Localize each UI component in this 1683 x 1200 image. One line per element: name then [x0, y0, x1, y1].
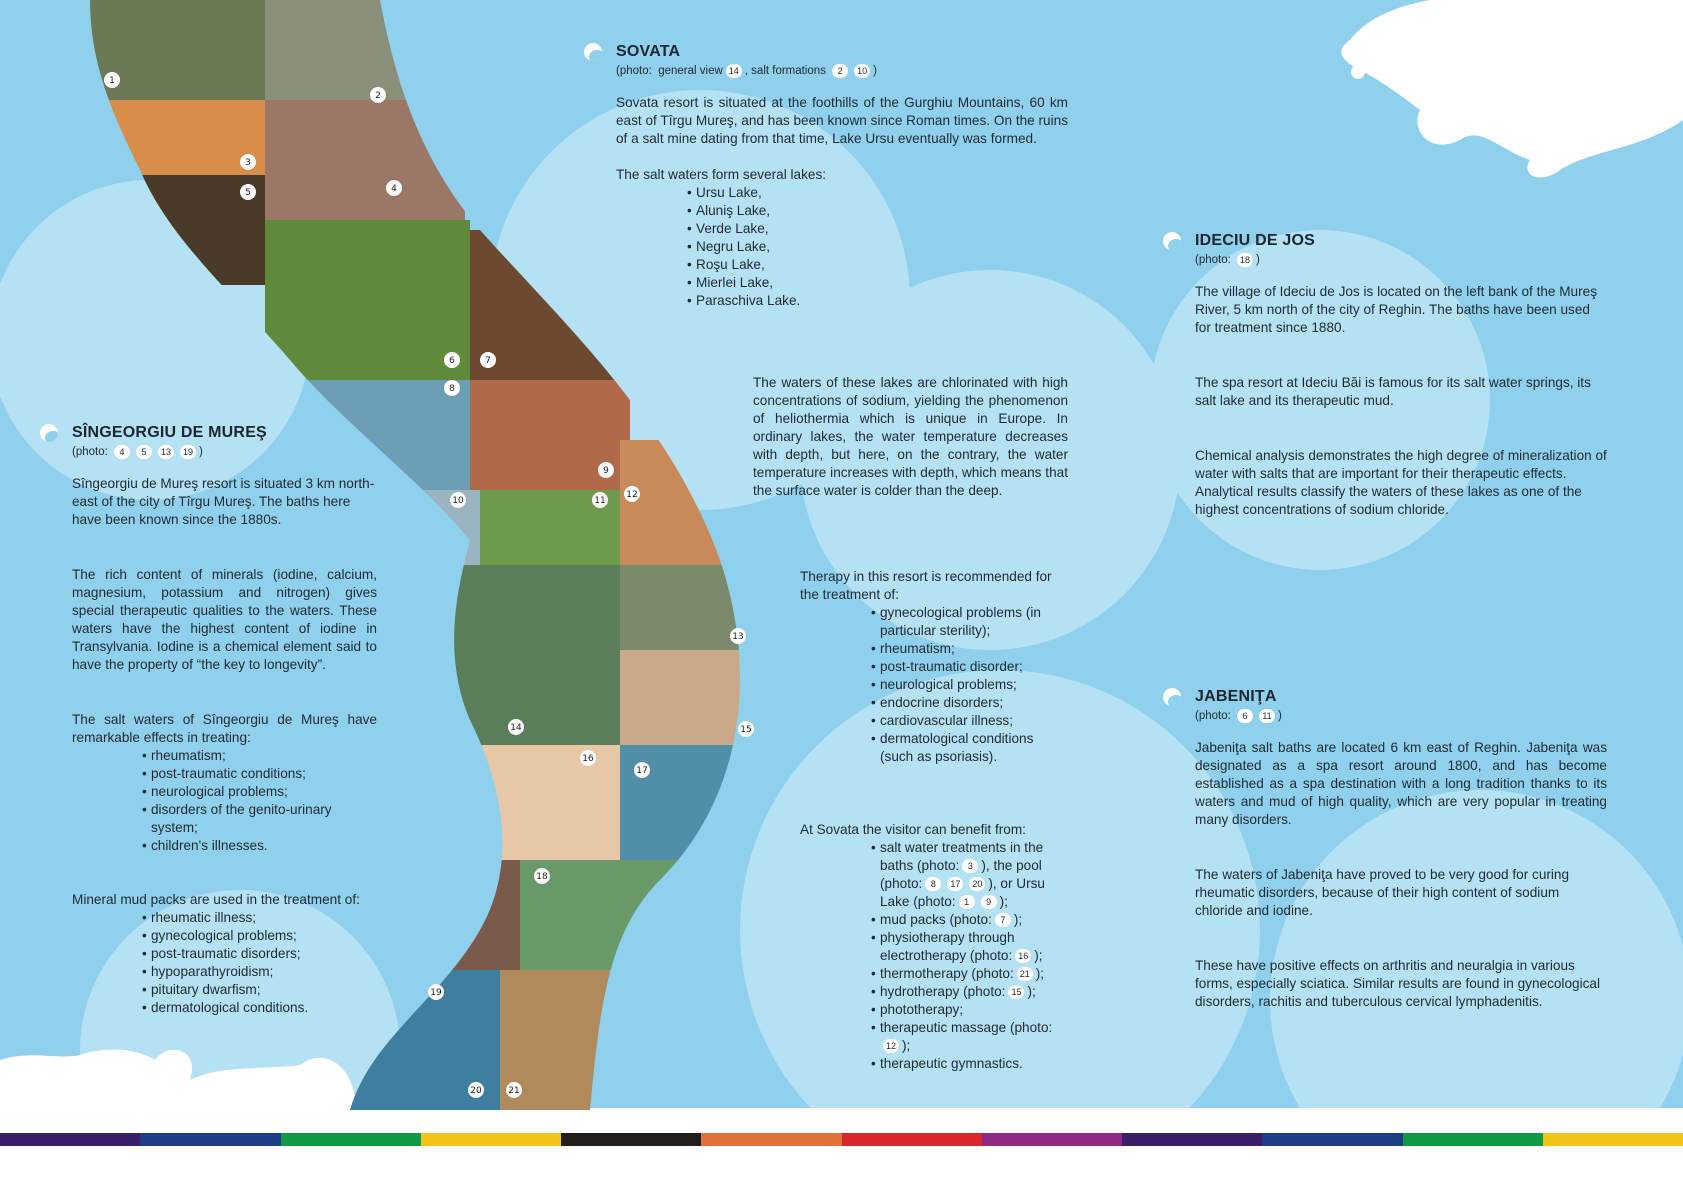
- stripe-segment-10: [1262, 1133, 1402, 1146]
- list-item: • dermatological conditions.: [142, 999, 377, 1017]
- svg-text:6: 6: [449, 356, 455, 366]
- list-item: • dermatological conditions (such as psoriasis).: [871, 730, 1061, 766]
- svg-text:18: 18: [536, 872, 548, 882]
- photo-tile-14: [440, 565, 620, 745]
- paragraph: The village of Ideciu de Jos is located on the left bank of the Mureş River, 5 km north of the city of Reghin. The baths have been used for treatment since 1880.: [1195, 284, 1598, 335]
- svg-text:12: 12: [626, 490, 638, 500]
- photo-reference: [72, 444, 377, 460]
- treatment-list: [142, 747, 367, 855]
- photo-tile-12: [620, 440, 750, 565]
- photo-number-13: [730, 628, 746, 644]
- benefit-text: physiotherapy through electrotherapy (photo:: [880, 930, 1015, 963]
- photo-ref-prefix: (photo:: [616, 65, 652, 77]
- paragraph: The salt waters of Sîngeorgiu de Mureş have remarkable effects in treating:: [72, 712, 377, 745]
- photo-badge: 18: [1237, 253, 1253, 267]
- stripe-segment-1: [0, 1133, 140, 1146]
- photo-tile-19a: [430, 860, 520, 970]
- photo-badge: 4: [114, 445, 130, 459]
- svg-text:10: 10: [452, 496, 464, 506]
- wave-bullet-icon: [584, 43, 602, 61]
- photo-badge: 1: [959, 895, 975, 909]
- photo-badge: 3: [962, 859, 978, 873]
- photo-reference: [1195, 252, 1607, 268]
- list-item: • rheumatism;: [871, 640, 1061, 658]
- photo-number-2: [370, 87, 386, 103]
- list-item: • neurological problems;: [142, 783, 367, 801]
- photo-number-15: [738, 721, 754, 737]
- photo-ref-prefix: (photo:: [1195, 254, 1231, 266]
- photo-number-5: [240, 184, 256, 200]
- list-item: • hypoparathyroidism;: [142, 963, 377, 981]
- list-item: • neurological problems;: [871, 676, 1061, 694]
- stripe-segment-7: [842, 1133, 982, 1146]
- photo-number-4: [386, 180, 402, 196]
- photo-badge: 20: [969, 877, 985, 891]
- paragraph: At Sovata the visitor can benefit from:: [800, 822, 1026, 837]
- photo-ref-suffix: ): [199, 446, 203, 458]
- benefits-list: [871, 839, 1061, 1073]
- list-item: [871, 911, 1061, 929]
- photo-tile-21: [500, 970, 700, 1110]
- paragraph: The salt waters form several lakes:: [616, 167, 827, 182]
- mud-list: [142, 909, 377, 1017]
- photo-ref-suffix: ): [1278, 710, 1282, 722]
- section-header: [616, 42, 1068, 79]
- photo-badge: 15: [1008, 985, 1024, 999]
- photo-ref-prefix: (photo:: [1195, 710, 1231, 722]
- paragraph: The spa resort at Ideciu Băi is famous for its salt water springs, its salt lake and its therapeutic mud.: [1195, 375, 1591, 408]
- photo-number-18: [534, 868, 550, 884]
- list-item: • post-traumatic disorders;: [142, 945, 377, 963]
- therapy-list: [871, 604, 1061, 766]
- photo-badge: 6: [1237, 709, 1253, 723]
- photo-tile-5: [80, 175, 265, 285]
- svg-text:3: 3: [245, 158, 251, 168]
- photo-tile-18: [520, 860, 720, 970]
- photo-number-19: [428, 984, 444, 1000]
- stripe-segment-2: [140, 1133, 280, 1146]
- section-title: SOVATA: [616, 43, 681, 60]
- photo-number-1: [104, 72, 120, 88]
- photo-tile-15: [620, 650, 750, 745]
- sovata-benefits: [800, 821, 1070, 1073]
- svg-text:7: 7: [485, 356, 491, 366]
- photo-number-10: [450, 492, 466, 508]
- svg-text:8: 8: [449, 384, 455, 394]
- photo-badge: 13: [158, 445, 174, 459]
- benefit-text: ), or Ursu Lake (photo:: [880, 876, 1045, 909]
- list-item: • gynecological problems (in particular sterility);: [871, 604, 1061, 640]
- list-item: • Negru Lake,: [687, 238, 1068, 256]
- list-item: • pituitary dwarfism;: [142, 981, 377, 999]
- photo-ref-suffix: ): [873, 65, 877, 77]
- svg-text:1: 1: [109, 76, 115, 86]
- photo-reference: [1195, 708, 1607, 724]
- photo-number-11: [592, 492, 608, 508]
- list-item: • Roşu Lake,: [687, 256, 1068, 274]
- photo-tile-4: [265, 100, 465, 220]
- list-item: • rheumatic illness;: [142, 909, 377, 927]
- list-item: [871, 983, 1061, 1001]
- wave-bullet-icon: [1163, 688, 1181, 706]
- svg-text:16: 16: [582, 754, 594, 764]
- photo-badge: 17: [947, 877, 963, 891]
- paragraph: Sîngeorgiu de Mureş resort is situated 3 km north-east of the city of Tîrgu Mureş. The baths here have been known since the 1880s.: [72, 476, 375, 527]
- photo-number-12: [624, 486, 640, 502]
- svg-text:19: 19: [430, 988, 442, 998]
- benefit-text: ), the pool (photo:: [880, 858, 1042, 891]
- photo-badge: 5: [136, 445, 152, 459]
- stripe-segment-11: [1403, 1133, 1543, 1146]
- paragraph: The waters of these lakes are chlorinated with high concentrations of sodium, yielding the phenomenon of heliothermia which is unique in Europe. In ordinary lakes, the water temperature decreases with depth, but here, on the contrary, the water temperature increases with depth, which means that the surface water is colder than the deep.: [753, 375, 1068, 498]
- list-item: • endocrine disorders;: [871, 694, 1061, 712]
- photo-badge: 8: [925, 877, 941, 891]
- svg-text:11: 11: [594, 496, 606, 506]
- svg-text:2: 2: [375, 91, 381, 101]
- list-item: • Verde Lake,: [687, 220, 1068, 238]
- list-item: • Paraschiva Lake.: [687, 292, 1068, 310]
- paragraph: These have positive effects on arthritis and neuralgia in various forms, especially sciatica. Similar results are found in gynecological disorders, rachitis and tuberculous cervical lymphadenitis.: [1195, 958, 1600, 1009]
- benefit-text: );: [1035, 966, 1045, 981]
- photo-badge: 7: [995, 913, 1011, 927]
- svg-text:13: 13: [732, 632, 744, 642]
- photo-badge: 10: [854, 64, 870, 78]
- section-singeorgiu: [72, 423, 377, 1017]
- photo-tile-2: [265, 0, 465, 100]
- photo-tile-3: [80, 100, 265, 175]
- photo-badge: 12: [883, 1039, 899, 1053]
- photo-number-21: [506, 1082, 522, 1098]
- section-title: SÎNGEORGIU DE MUREŞ: [72, 424, 267, 441]
- stripe-segment-8: [982, 1133, 1122, 1146]
- section-header: [1195, 231, 1607, 268]
- stripe-segment-5: [561, 1133, 701, 1146]
- paragraph: The waters of Jabeniţa have proved to be very good for curing rheumatic disorders, because of their high content of sodium chloride and iodine.: [1195, 867, 1570, 918]
- section-header: [72, 423, 377, 460]
- benefit-text: therapeutic massage (photo:: [880, 1020, 1053, 1035]
- benefit-text: );: [1027, 984, 1036, 999]
- list-item: • post-traumatic conditions;: [142, 765, 367, 783]
- list-item: • Aluniş Lake,: [687, 202, 1068, 220]
- photo-number-3: [240, 154, 256, 170]
- photo-number-9: [598, 462, 614, 478]
- benefit-text: hydrotherapy (photo:: [880, 984, 1006, 999]
- photo-tile-16: [460, 745, 620, 860]
- photo-badge: 14: [726, 64, 742, 78]
- section-jabenita: [1195, 687, 1607, 1011]
- list-item: • rheumatism;: [142, 747, 367, 765]
- benefit-text: salt water treatments in the baths (photo:: [880, 840, 1044, 873]
- stripe-segment-6: [701, 1133, 841, 1146]
- photo-badge: 9: [981, 895, 997, 909]
- list-item: • Mierlei Lake,: [687, 274, 1068, 292]
- paragraph: Jabeniţa salt baths are located 6 km east of Reghin. Jabeniţa was designated as a spa resort around 1800, and has become established as a spa destination with a long tradition thanks to its waters and mud of high quality, which are very popular in treating many disorders.: [1195, 740, 1607, 827]
- benefit-text: );: [1013, 912, 1023, 927]
- list-item: [871, 1019, 1061, 1055]
- list-item: [871, 839, 1061, 911]
- photo-number-16: [580, 750, 596, 766]
- benefit-text: );: [902, 1038, 911, 1053]
- stripe-segment-3: [281, 1133, 421, 1146]
- section-ideciu: [1195, 231, 1607, 519]
- photo-tile-6: [265, 220, 470, 380]
- stripe-segment-12: [1543, 1133, 1683, 1146]
- list-item: [871, 965, 1061, 983]
- list-item: • children's illnesses.: [142, 837, 367, 855]
- wave-bullet-icon: [1163, 232, 1181, 250]
- photo-ref-label: general view: [658, 65, 723, 77]
- section-title: IDECIU DE JOS: [1195, 232, 1315, 249]
- list-item: • Ursu Lake,: [687, 184, 1068, 202]
- section-sovata: [616, 42, 1068, 310]
- photo-number-20: [468, 1082, 484, 1098]
- list-item: • phototherapy;: [871, 1001, 1061, 1019]
- svg-text:17: 17: [636, 766, 648, 776]
- svg-text:20: 20: [470, 1086, 482, 1096]
- photo-reference: [616, 63, 1068, 79]
- list-item: • therapeutic gymnastics.: [871, 1055, 1061, 1073]
- photo-number-14: [508, 719, 524, 735]
- svg-text:4: 4: [391, 184, 397, 194]
- photo-badge: 21: [1017, 967, 1033, 981]
- color-stripe: [0, 1133, 1683, 1146]
- photo-ref-suffix: ): [1256, 254, 1260, 266]
- stripe-segment-4: [421, 1133, 561, 1146]
- section-header: [1195, 687, 1607, 724]
- photo-number-17: [634, 762, 650, 778]
- splash-top-right: [1341, 0, 1683, 177]
- section-title: JABENIŢA: [1195, 688, 1277, 705]
- list-item: [871, 929, 1061, 965]
- photo-ref-label: , salt formations: [744, 65, 826, 77]
- benefit-text: );: [999, 894, 1008, 909]
- sovata-heliothermia-paragraph: [753, 374, 1068, 500]
- svg-text:5: 5: [245, 188, 251, 198]
- paragraph: Therapy in this resort is recommended for the treatment of:: [800, 569, 1052, 602]
- photo-number-7: [480, 352, 496, 368]
- sovata-therapy: [800, 568, 1070, 766]
- photo-badge: 16: [1015, 949, 1031, 963]
- photo-badge: 19: [180, 445, 196, 459]
- lakes-list: [687, 184, 1068, 310]
- photo-number-6: [444, 352, 460, 368]
- paragraph: Sovata resort is situated at the foothills of the Gurghiu Mountains, 60 km east of Tîrgu Mureş, and has been known since Roman times. On the ruins of a salt mine dating from that time, Lake Ursu eventually was formed.: [616, 95, 1068, 146]
- list-item: • post-traumatic disorder;: [871, 658, 1061, 676]
- benefit-text: mud packs (photo:: [880, 912, 992, 927]
- paragraph: Mineral mud packs are used in the treatment of:: [72, 892, 360, 907]
- svg-text:21: 21: [508, 1086, 520, 1096]
- list-item: • gynecological problems;: [142, 927, 377, 945]
- svg-text:14: 14: [510, 723, 522, 733]
- list-item: • disorders of the genito-urinary system;: [142, 801, 367, 837]
- paragraph: Chemical analysis demonstrates the high degree of mineralization of water with salts that are important for their therapeutic effects. Analytical results classify the waters of these lakes as one of the highest concentrations of sodium chloride.: [1195, 448, 1607, 517]
- photo-tile-10: [400, 490, 480, 565]
- photo-badge: 2: [832, 64, 848, 78]
- wave-bullet-icon: [40, 424, 58, 442]
- photo-ref-prefix: (photo:: [72, 446, 108, 458]
- benefit-text: );: [1034, 948, 1043, 963]
- photo-badge: 11: [1259, 709, 1275, 723]
- svg-text:15: 15: [740, 725, 752, 735]
- svg-text:9: 9: [603, 466, 609, 476]
- benefit-text: thermotherapy (photo:: [880, 966, 1014, 981]
- photo-number-8: [444, 380, 460, 396]
- paragraph: The rich content of minerals (iodine, calcium, magnesium, potassium and nitrogen) gives special therapeutic qualities to the waters. These waters have the highest content of iodine in Transylvania. Iodine is a chemical element said to have the property of “the key to longevity”.: [72, 567, 377, 672]
- list-item: • cardiovascular illness;: [871, 712, 1061, 730]
- photo-tile-17: [620, 745, 750, 860]
- stripe-segment-9: [1122, 1133, 1262, 1146]
